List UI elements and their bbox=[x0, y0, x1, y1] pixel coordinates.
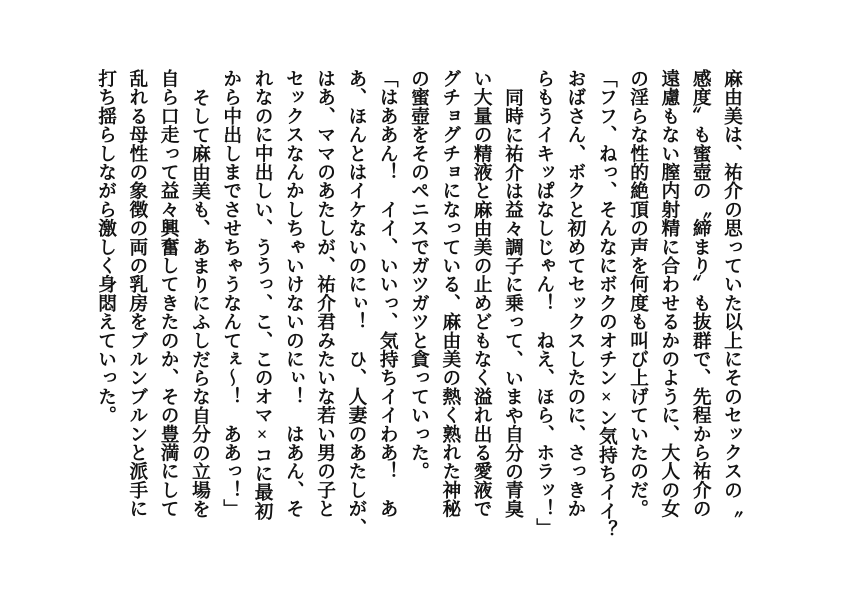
text-line: の淫らな性的絶頂の声を何度も叫び上げていたのだ。 bbox=[627, 69, 649, 518]
text-line: 感度〟も蜜壺の〝締まり〟も抜群で、先程から祐介の bbox=[689, 69, 711, 518]
text-line: 自ら口走って益々興奮してきたのか、その豊満にして bbox=[157, 69, 179, 518]
text-line: 同時に祐介は益々調子に乗って、いまや自分の青臭 bbox=[501, 87, 523, 518]
text-line: はあ、ママのあたしが、祐介君みたいな若い男の子と bbox=[314, 69, 336, 518]
text-line: い大量の精液と麻由美の止めどもなく溢れ出る愛液で bbox=[470, 69, 492, 518]
text-line: らもうイキッぱなしじゃん！ ねえ、ほら、ホラッ！」 bbox=[533, 69, 555, 537]
text-line: おばさん、ボクと初めてセックスしたのに、さっきか bbox=[564, 69, 586, 518]
text-line: から中出しまでさせちゃうなんてぇ～！ ああっ！」 bbox=[220, 69, 242, 518]
text-line: グチョグチョになっている、麻由美の熱く熟れた神秘 bbox=[439, 69, 461, 518]
text-line: 打ち揺らしながら激しく身悶えていった。 bbox=[95, 69, 117, 425]
text-line: 「はああん！ イイ、いいっ、気持ちイイわあ！ あ bbox=[376, 69, 398, 518]
text-line: セックスなんかしちゃいけないのにぃ！ はあん、そ bbox=[282, 69, 304, 518]
text-line: れなのに中出しい、ううっ、こ、このオマ×コに最初 bbox=[251, 69, 273, 521]
text-line: 遠慮もない膣内射精に合わせるかのように、大人の女 bbox=[658, 69, 680, 518]
text-line: そして麻由美も、あまりにふしだらな自分の立場を bbox=[188, 87, 210, 518]
text-line: 「フフ、ねっ、そんなにボクのオチン×ン気持ちイイ？ bbox=[595, 69, 617, 539]
text-line: の蜜壺をそのペニスでガツガツと貪っていった。 bbox=[408, 69, 430, 481]
text-line: あ、ほんとはイケないのにぃ！ ひ、人妻のあたしが、 bbox=[345, 69, 367, 537]
text-line: 乱れる母性の象徴の両の乳房をブルンブルンと派手に bbox=[126, 69, 148, 518]
text-line: 麻由美は、祐介の思っていた以上にそのセックスの〝 bbox=[721, 69, 742, 518]
vertical-text-block bbox=[90, 69, 747, 539]
